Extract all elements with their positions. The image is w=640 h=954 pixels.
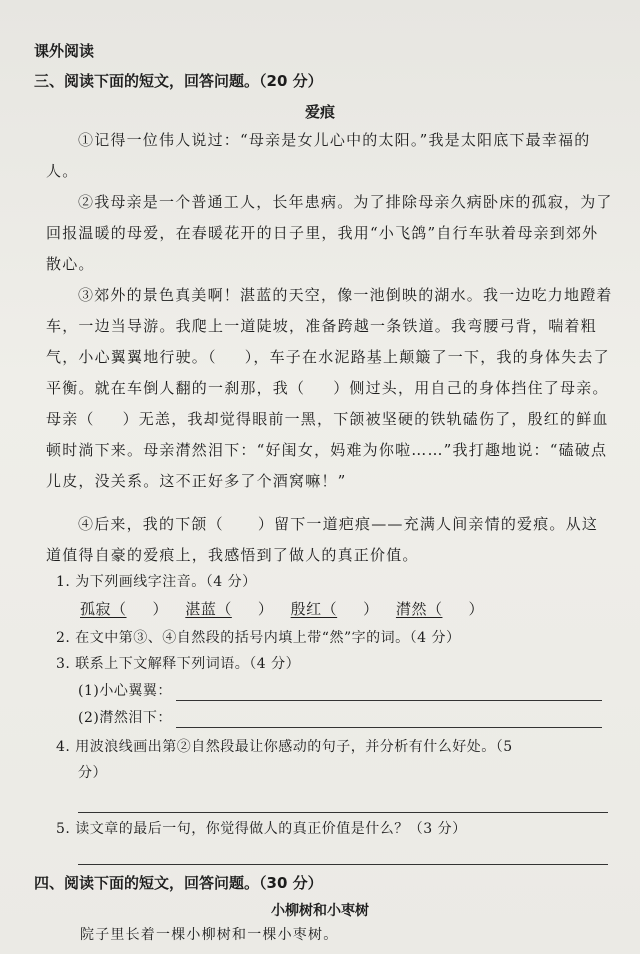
question-4: 4. 用波浪线画出第②自然段最让你感动的句子，并分析有什么好处。（5: [56, 739, 513, 755]
section-3-instruction: 三、阅读下面的短文，回答问题。（20 分）: [34, 72, 323, 90]
answer-line-5[interactable]: [78, 864, 608, 865]
passage-title-aihen: 爱痕: [304, 103, 335, 121]
word-yinhong: 殷红（: [290, 600, 338, 618]
section-4-paragraph-1: 院子里长着一棵小柳树和一棵小枣树。: [80, 927, 339, 943]
question-3-2: (2)潸然泪下：: [78, 710, 172, 726]
paragraph-3-part-d: ）无恙，我却觉得眼前一黑，下颌被坚硬的铁轨磕伤了，殷红的鲜血顿时淌下来。母亲潸然泪下：“好闺女，妈难为你啦……”我打趣地说：“磕破点儿皮，没关系。这不正好多了个酒窝嘛！”: [46, 410, 609, 490]
question-1: 1. 为下列画线字注音。（4 分）: [56, 574, 257, 590]
paragraph-4: [46, 509, 614, 571]
word-shanran: 潸然（: [395, 600, 443, 618]
word-zhanlan: 湛蓝（: [185, 600, 232, 618]
question-2: 2. 在文中第③、④自然段的括号内填上带“然”字的词。（4 分）: [56, 630, 461, 646]
paragraph-4-part-b: ）留下一道疤痕——充满人间亲情的爱痕。从这道值得自豪的爱痕上，我感悟到了做人的真正价值。: [46, 515, 599, 564]
question-3: 3. 联系上下文解释下列词语。（4 分）: [56, 656, 301, 672]
paragraph-3-part-c: ）侧过头，用自己的身体挡住了母亲。母亲（: [46, 379, 609, 428]
paragraph-1: ①记得一位伟人说过：“母亲是女儿心中的太阳。”我是太阳底下最幸福的人。: [46, 131, 591, 180]
answer-line-3-1[interactable]: [176, 700, 602, 701]
word-guji: 孤寂（: [80, 600, 127, 618]
question-1-words: 孤寂（ ） 湛蓝（ ） 殷红（ ） 潸然（ ）: [80, 600, 484, 618]
paragraph-3: [46, 280, 614, 497]
question-5: 5. 读文章的最后一句，你觉得做人的真正价值是什么？（3 分）: [56, 821, 467, 837]
answer-line-4[interactable]: [78, 812, 608, 813]
paragraph-3-part-b: ），车子在水泥路基上颠簸了一下，我的身体失去了平衡。就在车倒人翻的一刹那，我（: [46, 348, 610, 397]
extracurricular-reading-heading: 课外阅读: [34, 42, 95, 60]
section-4-instruction: 四、阅读下面的短文，回答问题。（30 分）: [34, 874, 323, 892]
question-3-1: (1)小心翼翼：: [78, 683, 172, 699]
paragraph-4-part-a: ④后来，我的下颌（: [78, 515, 224, 533]
passage-title-willow-and-jujube: 小柳树和小枣树: [271, 903, 369, 919]
paragraph-3-part-a: ③郊外的景色真美啊！湛蓝的天空，像一池倒映的湖水。我一边吃力地蹬着车，一边当导游。我爬上一道陡坡，准备跨越一条铁道。我弯腰弓背，喘着粗气，小心翼翼地行驶。（: [46, 286, 613, 366]
paragraph-2: ②我母亲是一个普通工人，长年患病。为了排除母亲久病卧床的孤寂，为了回报温暖的母爱，在春暖花开的日子里，我用“小飞鸽”自行车驮着母亲到郊外散心。: [46, 193, 613, 273]
question-4-continued: 分）: [78, 765, 107, 781]
answer-line-3-2[interactable]: [176, 727, 602, 728]
